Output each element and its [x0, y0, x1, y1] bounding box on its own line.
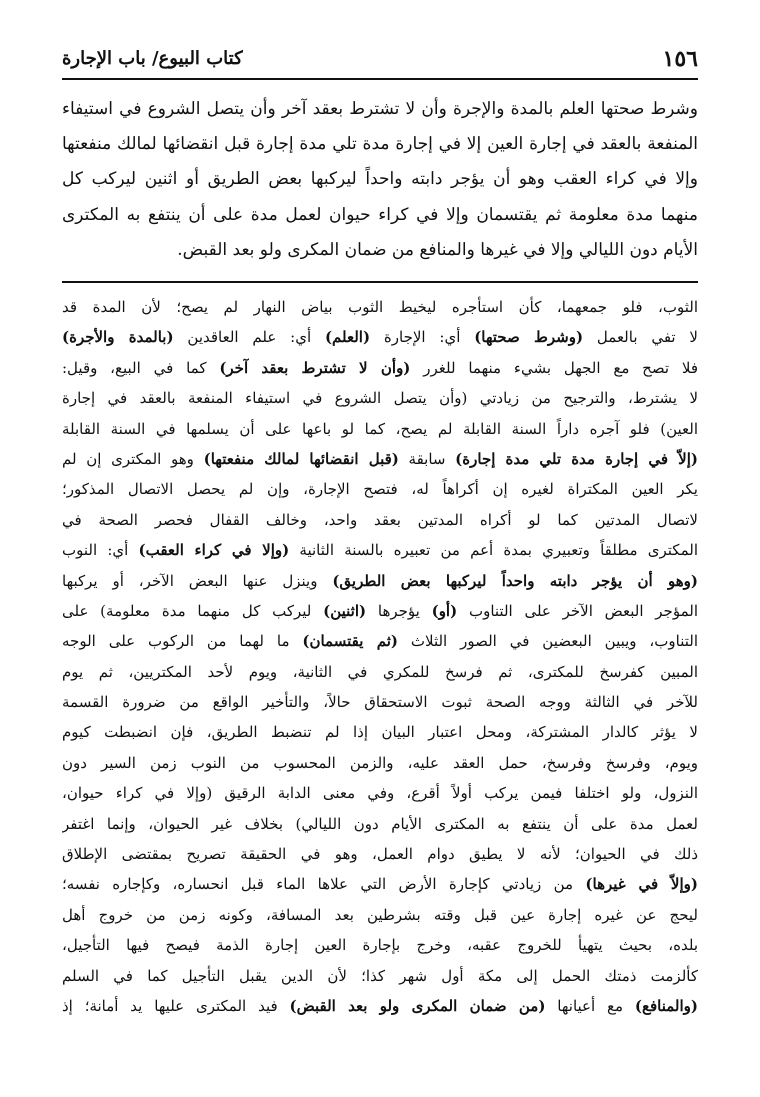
main-text-block — [62, 92, 698, 268]
commentary-line: ليحج عن غيره إجارة عين قبل وقته بشرطين بعد المسافة، وكونه زمن من خروج أهل — [62, 905, 698, 924]
commentary-line: (والمنافع) مع أعيانها (من ضمان المكرى ولو بعد القبض) فيد المكترى عليها يد أمانة؛ إذ — [62, 996, 698, 1015]
matn-line: وإلا في كراء العقب وهو أن يؤجر دابته واحداً ليركبها بعض الطريق أو اثنين ليركب كل — [62, 169, 698, 190]
commentary-line: العين) فلو آجره داراً السنة القابلة لم يصح، كما لو باعها على أن يسلمها في السنة القابلة — [62, 419, 698, 438]
commentary-line: كألزمت ذمتك الحمل إلى مكة أول شهر كذا؛ لأن الدين يقبل التأجيل كما في السلم — [62, 966, 698, 985]
commentary-line: التناوب، ويبين البعضين في الصور الثلاث (ثم يقتسمان) ما لهما من الركوب على الوجه — [62, 632, 698, 651]
commentary-line: (وإلاّ في غيرها) من زيادتي كإجارة الأرض التي علاها الماء قبل انحساره، وكإجاره نفسه؛ — [62, 875, 698, 894]
commentary-line: بلده، بحيث يتهيأ للخروج عقبه، وخرج بإجارة العين إجارة الذمة فيصح فيها التأجيل، — [62, 936, 698, 955]
commentary-line: لا يؤثر كالدار المشتركة، ومحل اعتبار البيان إذا لم تنضبط الطريق، فإن انضبطت كيوم — [62, 723, 698, 742]
matn-line: وشرط صحتها العلم بالمدة والإجرة وأن لا تشترط بعقد آخر وأن يتصل الشروع في استيفاء — [62, 99, 698, 119]
commentary-line: الثوب، فلو جمعهما، كأن استأجره ليخيط الثوب بياض النهار لم يصح؛ لأن المدة قد — [62, 298, 698, 316]
commentary-line: للآخر في الثالثة ووجه الصحة ثبوت الاستحقاق حالاً، والتأخير الواقع من ضرورة القسمة — [62, 693, 698, 712]
matn-line: منهما مدة معلومة ثم يقتسمان وإلا في كراء حيوان لعمل مدة على أن ينتفع به المكترى — [62, 204, 698, 225]
commentary-line: المكترى مطلقاً وتعبيري بمدة أعم من تعبيره بالسنة الثانية (وإلا في كراء العقب) أي: النوب — [62, 541, 698, 560]
commentary-line: ويوم، وفرسخ وفرسخ، حمل العقد عليه، والزمن المحسوب من النوب زمن السير دون — [62, 753, 698, 772]
page-number: ١٥٦ — [662, 46, 698, 72]
commentary-line: لعمل مدة على أن ينتفع به المكترى الأيام دون الليالي) بخلاف غير الحيوان، وإنما اغتفر — [62, 814, 698, 833]
commentary-line: فلا تصح مع الجهل بشيء منهما للغرر (وأن لا تشترط بعقد آخر) كما في البيع، وقيل: — [62, 358, 698, 377]
section-divider — [62, 281, 698, 283]
commentary-line: لاتصال المدتين كما لو أكراه المدتين بعقد واحد، وخالف القفال فحصر الصحة في — [62, 510, 698, 529]
commentary-line: لا يشترط، والترجيح من زيادتي (وأن يتصل الشروع في استيفاء المنفعة بالعقد في إجارة — [62, 389, 698, 408]
matn-line: المنفعة بالعقد في إجارة العين إلا في إجارة مدة تلي مدة إجارة قبل انقضائها لمالك منفعتها — [62, 134, 698, 155]
commentary-line: المبين كفرسخ للمكترى، ثم فرسخ للمكري في الثانية، ويوم لأحد المكتريين، ثم يوم — [62, 662, 698, 681]
commentary-block — [62, 292, 698, 1021]
commentary-line: لا تفي بالعمل (وشرط صحتها) أي: الإجارة (العلم) أي: علم العاقدين (بالمدة والأجرة) — [62, 328, 698, 347]
commentary-line: يكر العين المكتراة لغيره إن أكراهاً له، فتصح الإجارة، وإن لم يحصل الاتصال المذكور؛ — [62, 480, 698, 499]
commentary-line: (وهو أن يؤجر دابته واحداً ليركبها بعض الطريق) وينزل عنها البعض الآخر، أو يركبها — [62, 571, 698, 590]
page-header — [62, 40, 698, 80]
commentary-line: المؤجر البعض الآخر على التناوب (أو) يؤجرها (اثنين) ليركب كل منهما مدة معلومة) على — [62, 601, 698, 620]
matn-line: الأيام دون الليالي وإلا في غيرها والمنافع من ضمان المكرى ولو بعد القبض. — [177, 239, 698, 260]
commentary-line: ذلك في الحيوان؛ لأنه لا يطيق دوام العمل، وهو في الحقيقة تصريح بمقتضى الإطلاق — [62, 845, 698, 864]
running-title: كتاب البيوع/ باب الإجارة — [62, 48, 243, 69]
commentary-line: (إلاّ في إجارة مدة تلي مدة إجارة) سابقة (قبل انقضائها لمالك منفعتها) وهو المكترى إن لم — [62, 449, 698, 468]
commentary-line: النزول، ولو اختلفا فيمن يركب أولاً أقرع، وفي معنى الدابة الرقيق (وإلا في كراء حيوان، — [62, 784, 698, 803]
